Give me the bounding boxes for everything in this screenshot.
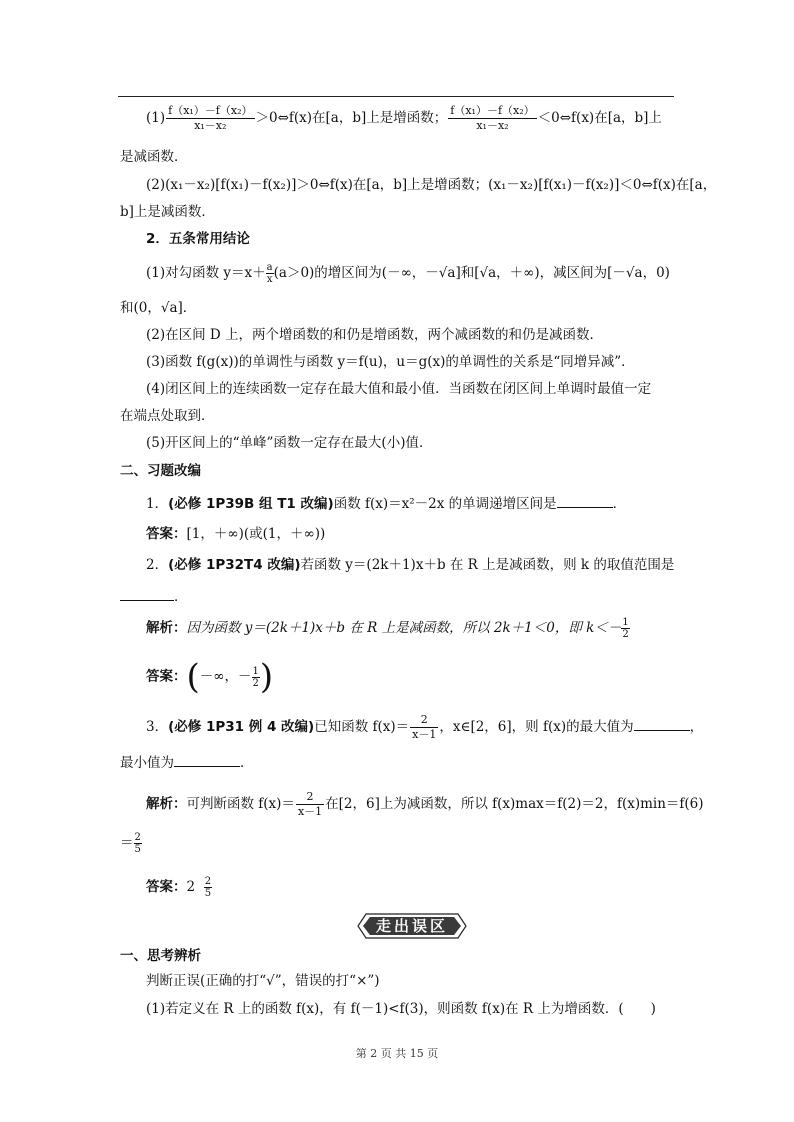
exercise-2-answer: 答案：(－∞，－ $\frac{1}{2}$ ) bbox=[146, 657, 274, 697]
exercise-3-solution-cont: ＝ $\frac{2}{5}$ bbox=[120, 832, 141, 855]
exercise-2: 2．(必修 1P32T4 改编)若函数 y＝(2k＋1)x＋b 在 R 上是减函数，则 k 的取值范围是 bbox=[146, 557, 675, 573]
exercise-1: 1．(必修 1P39B 组 T1 改编)函数 f(x)＝x²－2x 的单调递增区间是 ． bbox=[146, 496, 627, 512]
def-product-line-cont: b]上是减函数． bbox=[120, 204, 215, 220]
exercise-3-line2: 最小值为 ． bbox=[120, 755, 254, 771]
conclusion-4: (4)闭区间上的连续函数一定存在最大值和最小值．当函数在闭区间上单调时最值一定 bbox=[146, 381, 652, 397]
conclusion-2: (2)在区间 D 上，两个增函数的和仍是增函数，两个减函数的和仍是减函数． bbox=[146, 327, 604, 343]
exercise-3-solution: 解析：可判断函数 f(x)＝ $\frac{2}{x-1}$ 在[2，6]上为减函数，所以 f(x)max＝f(2)＝2，f(x)min＝f(6) bbox=[146, 790, 704, 818]
header-rule bbox=[118, 96, 674, 97]
conclusion-5: (5)开区间上的“单峰”函数一定存在最大(小)值． bbox=[146, 435, 433, 451]
exercise-1-answer: 答案：[1，＋∞)(或(1，＋∞)) bbox=[146, 526, 326, 542]
exercise-3-answer: 答案：2 $\frac{2}{5}$ bbox=[146, 876, 212, 899]
difference-quotient: $\frac{\text{f（x₁）－f（x₂）}}{\text{x₁－x₂}}$ bbox=[168, 104, 253, 132]
conclusion-4-cont: 在端点处取到． bbox=[120, 408, 215, 424]
mistakes-question-1: (1)若定义在 R 上的函数 f(x)，有 f(－1)<f(3)，则函数 f(x)在 R 上为增函数．( ) bbox=[146, 1001, 656, 1017]
exercise-3: 3．(必修 1P31 例 4 改编)已知函数 f(x)＝ $\frac{2}{x-1}$ ，x∈[2，6]，则 f(x)的最大值为 ， bbox=[146, 713, 704, 741]
section-heading-exercises: 二、习题改编 bbox=[120, 463, 201, 479]
page-footer: 第 2 页 共 15 页 bbox=[355, 1047, 439, 1060]
exercise-2-solution: 解析：因为函数 y＝(2k＋1)x＋b 在 R 上是减函数，所以 2k＋1＜0，即 k＜－ $\frac{1}{2}$ bbox=[146, 617, 629, 640]
def-product-line: (2)(x₁－x₂)[f(x₁)－f(x₂)]＞0⇔f(x)在[a，b]上是增函数；(x₁－x₂)[f(x₁)－f(x₂)]＜0⇔f(x)在[a， bbox=[146, 177, 717, 193]
section-heading-conclusions: 2．五条常用结论 bbox=[146, 231, 250, 247]
conclusion-1: (1)对勾函数 y＝x＋ $\frac{a}{x}$ (a＞0)的增区间为(－∞，－√a]和[√a，＋∞)，减区间为[－√a，0) bbox=[146, 262, 670, 285]
conclusion-3: (3)函数 f(g(x))的单调性与函数 y＝f(u)，u＝g(x)的单调性的关系是“同增异减”． bbox=[146, 354, 635, 370]
exercise-2-blank: ． bbox=[120, 587, 188, 607]
difference-quotient-2: $\frac{\text{f（x₁）－f（x₂）}}{\text{x₁－x₂}}$ bbox=[450, 104, 535, 132]
conclusion-1-cont: 和(0，√a]． bbox=[120, 300, 197, 316]
section-heading-mistakes: 一、思考辨析 bbox=[120, 948, 201, 964]
banner-title: 走出误区 bbox=[375, 917, 448, 935]
def-increasing-line: (1) $\frac{\text{f（x₁）－f（x₂）}}{\text{x₁－x₂}}$ ＞0⇔f(x)在[a，b]上是增函数； $\frac{\text{f（x₁）－f（x₂）}}{\text{x₁－x₂}}$ ＜0⇔f(x)在[a，b]上 bbox=[146, 104, 662, 132]
section-banner bbox=[356, 912, 468, 940]
def-decreasing-line: 是减函数． bbox=[120, 149, 188, 165]
mistakes-instruction: 判断正误(正确的打“√”，错误的打“×”) bbox=[146, 973, 380, 989]
